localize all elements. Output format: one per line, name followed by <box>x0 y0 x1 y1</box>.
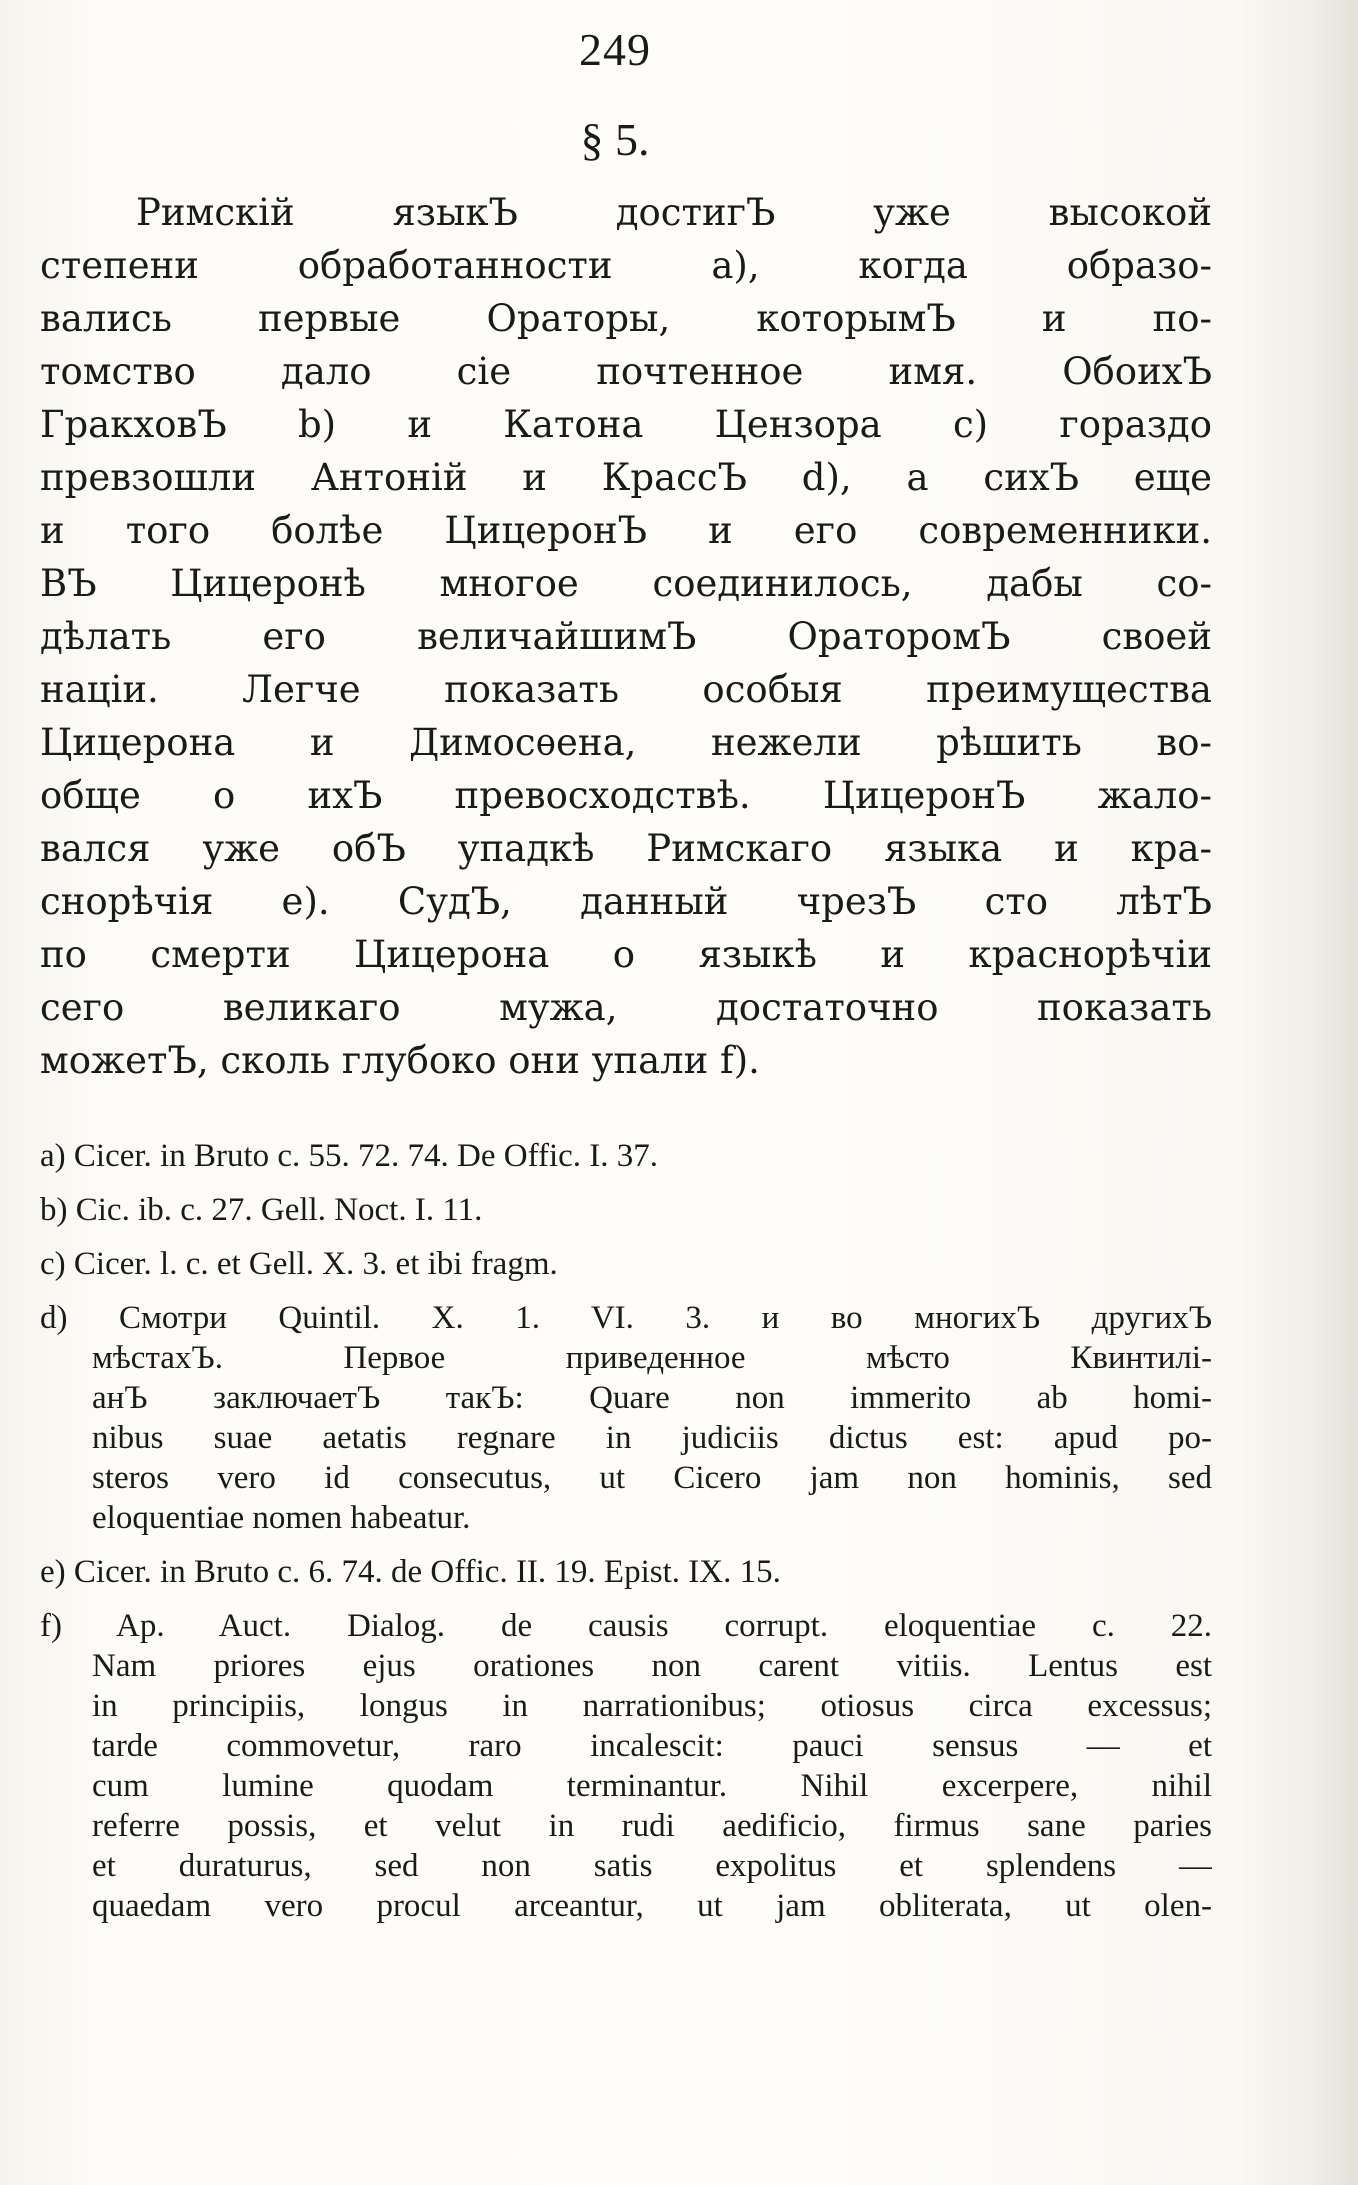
paragraph-line: обще о ихЪ превосходствѣ. ЦицеронЪ жало- <box>40 774 1212 817</box>
footnote-line: a) Cicer. in Bruto c. 55. 72. 74. De Offic. I. 37. <box>40 1138 659 1174</box>
footnote-line: c) Cicer. l. c. et Gell. X. 3. et ibi fragm. <box>40 1246 558 1282</box>
paragraph-line: по смерти Цицерона о языкѣ и краснорѣчіи <box>40 933 1212 976</box>
footnote-line: eloquentiae nomen habeatur. <box>92 1500 471 1536</box>
page-number: 249 <box>579 24 651 75</box>
footnote-e <box>40 1552 1212 1592</box>
footnote-line: steros vero id consecutus, ut Cicero jam non hominis, sed <box>92 1460 1212 1496</box>
paragraph-line: дѣлать его величайшимЪ ОраторомЪ своей <box>40 615 1212 658</box>
footnote-line: in principiis, longus in narrationibus; otiosus circa excessus; <box>92 1688 1212 1724</box>
footnote-line: referre possis, et velut in rudi aedificio, firmus sane paries <box>92 1808 1212 1844</box>
paragraph-line: сего великаго мужа, достаточно показать <box>40 986 1212 1029</box>
paragraph-line: томство дало сіе почтенное имя. ОбоихЪ <box>40 350 1212 393</box>
page-edge-shadow <box>1240 0 1358 2185</box>
footnote-b <box>40 1190 1212 1230</box>
section-heading: § 5. <box>580 114 650 165</box>
footnote-line: b) Cic. ib. c. 27. Gell. Noct. I. 11. <box>40 1192 483 1228</box>
paragraph-line: Римскій языкЪ достигЪ уже высокой <box>136 191 1212 234</box>
paragraph-line: ГракховЪ b) и Катона Цензора с) гораздо <box>40 403 1212 446</box>
footnote-line: nibus suae aetatis regnare in judiciis dictus est: apud po- <box>92 1420 1212 1456</box>
paragraph-line: и того болѣе ЦицеронЪ и его современники. <box>40 509 1212 552</box>
paragraph-line: вался уже обЪ упадкѣ Римскаго языка и кра- <box>40 827 1212 870</box>
paragraph-line: ВЪ Цицеронѣ многое соединилось, дабы со- <box>40 562 1212 605</box>
paragraph-line: націи. Легче показать особыя преимущества <box>40 668 1212 711</box>
footnote-line: et duraturus, sed non satis expolitus et splendens — <box>92 1848 1212 1884</box>
footnote-a <box>40 1136 1212 1176</box>
footnote-line: e) Cicer. in Bruto c. 6. 74. de Offic. II. 19. Epist. IX. 15. <box>40 1554 781 1590</box>
footnote-line: Nam priores ejus orationes non carent vitiis. Lentus est <box>92 1648 1212 1684</box>
footnote-line: tarde commovetur, raro incalescit: pauci sensus — et <box>92 1728 1212 1764</box>
paragraph-line: вались первые Ораторы, которымЪ и по- <box>40 297 1212 340</box>
paragraph-line: превзошли Антоній и КрассЪ d), а сихЪ еще <box>40 456 1212 499</box>
footnote-line: f) Ap. Auct. Dialog. de causis corrupt. eloquentiae c. 22. <box>40 1608 1212 1644</box>
paragraph-line: можетЪ, сколь глубоко они упали f). <box>40 1039 760 1082</box>
footnote-c <box>40 1244 1212 1284</box>
footnote-line: cum lumine quodam terminantur. Nihil excerpere, nihil <box>92 1768 1212 1804</box>
main-paragraph <box>40 186 1212 1087</box>
footnote-line: анЪ заключаетЪ такЪ: Quare non immerito ab homi- <box>92 1380 1212 1416</box>
footnote-line: мѣстахЪ. Первое приведенное мѣсто Квинтилі- <box>92 1340 1212 1376</box>
footnote-f <box>40 1606 1212 1926</box>
footnote-d <box>40 1298 1212 1538</box>
paragraph-line: Цицерона и Димосѳена, нежели рѣшить во- <box>40 721 1212 764</box>
paragraph-line: степени обработанности а), когда образо- <box>40 244 1212 287</box>
footnote-line: d) Смотри Quintil. X. 1. VI. 3. и во многихЪ другихЪ <box>40 1300 1212 1336</box>
paragraph-line: снорѣчія е). СудЪ, данный чрезЪ сто лѣтЪ <box>40 880 1212 923</box>
footnote-line: quaedam vero procul arceantur, ut jam obliterata, ut olen- <box>92 1888 1212 1924</box>
footnotes <box>40 1136 1212 1940</box>
